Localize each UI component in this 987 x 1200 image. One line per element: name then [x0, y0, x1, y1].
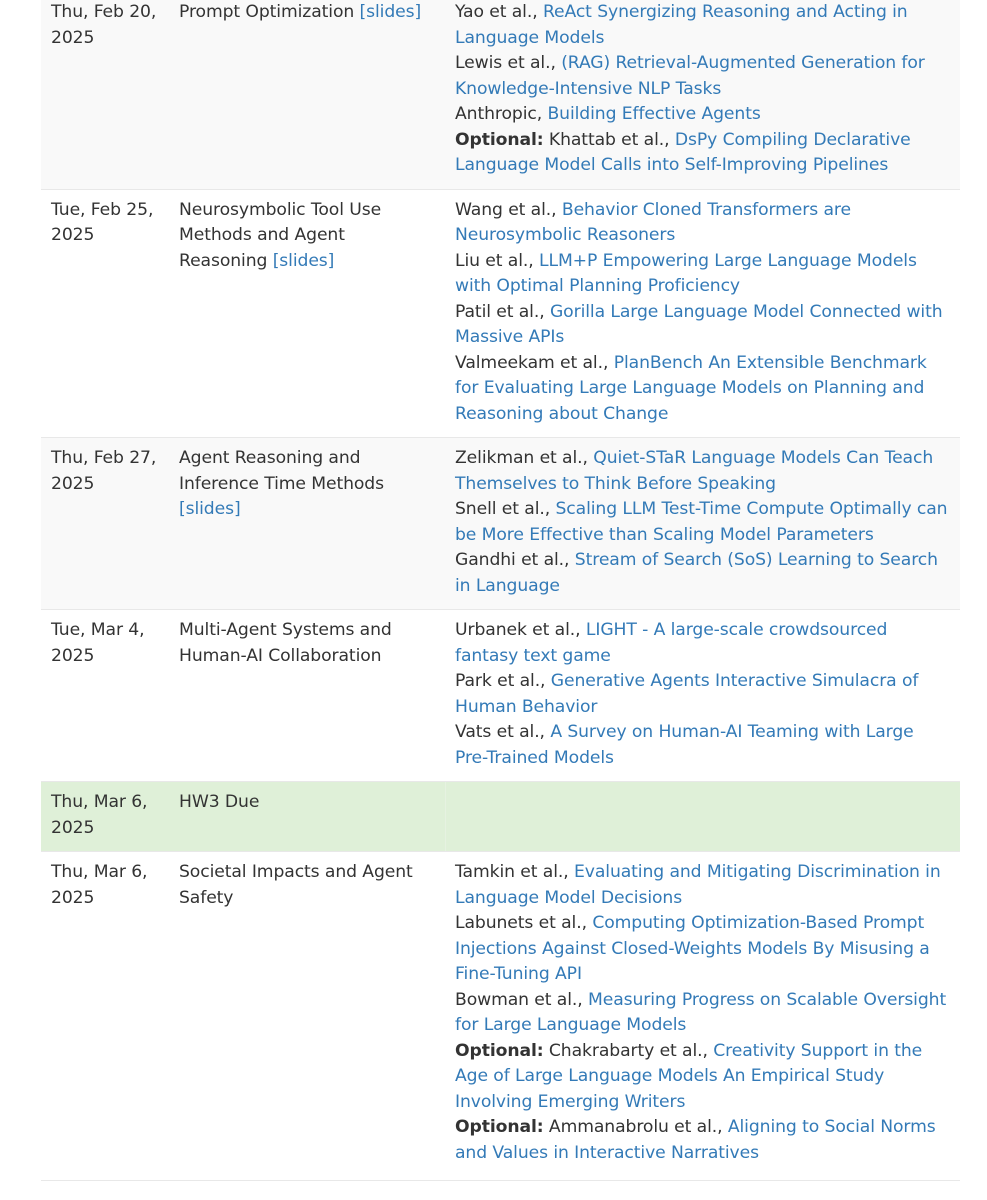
- reading-authors: Valmeekam et al.,: [455, 352, 609, 373]
- reading-link[interactable]: Generative Agents Interactive Simulacra of Human Behavior: [455, 671, 919, 717]
- date-cell: Tue, Mar 4, 2025: [41, 610, 169, 782]
- reading-item: [455, 128, 952, 179]
- schedule-row: [41, 610, 960, 782]
- reading-link[interactable]: Behavior Cloned Transformers are Neurosymbolic Reasoners: [455, 199, 851, 245]
- date-cell: Thu, Mar 6, 2025: [41, 782, 169, 852]
- reading-link[interactable]: Computing Optimization-Based Prompt Injections Against Closed-Weights Models By Misusing a Fine-Tuning API: [455, 913, 930, 984]
- optional-label: Optional:: [455, 1117, 544, 1137]
- topic-text: Neurosymbolic Tool Use Methods and Agent Reasoning: [179, 199, 382, 271]
- reading-item: [455, 0, 952, 51]
- reading-item: [455, 351, 952, 428]
- reading-authors: Lewis et al.,: [455, 53, 556, 73]
- reading-item: [455, 198, 952, 249]
- reading-link[interactable]: Gorilla Large Language Model Connected with Massive APIs: [455, 301, 943, 347]
- reading-authors: Urbanek et al.,: [455, 620, 581, 640]
- topic-cell: [169, 610, 445, 782]
- reading-link[interactable]: Building Effective Agents: [547, 104, 761, 124]
- date-cell: Thu, Mar 6, 2025: [41, 852, 169, 1181]
- reading-authors: Tamkin et al.,: [455, 862, 569, 882]
- readings-cell: [445, 189, 960, 438]
- topic-text: HW3 Due: [179, 792, 260, 812]
- readings-cell: [445, 852, 960, 1181]
- reading-authors: Chakrabarty et al.,: [548, 1040, 708, 1061]
- schedule-row: [41, 852, 960, 1181]
- reading-link[interactable]: Stream of Search (SoS) Learning to Search in Language: [455, 550, 938, 596]
- reading-item: [455, 300, 952, 351]
- reading-item: [455, 669, 952, 720]
- reading-authors: Yao et al.,: [455, 2, 538, 22]
- reading-link[interactable]: Measuring Progress on Scalable Oversight for Large Language Models: [455, 989, 947, 1035]
- topic-text: Agent Reasoning and Inference Time Methods: [179, 448, 384, 494]
- reading-item: [455, 249, 952, 300]
- schedule-row: [41, 438, 960, 610]
- reading-item: [455, 446, 952, 497]
- reading-link[interactable]: Aligning to Social Norms and Values in Interactive Narratives: [455, 1117, 936, 1163]
- topic-text: Multi-Agent Systems and Human-AI Collaboration: [179, 620, 392, 666]
- reading-link[interactable]: PlanBench An Extensible Benchmark for Evaluating Large Language Models on Planning and Reasoning about Change: [455, 352, 927, 424]
- readings-cell: [445, 782, 960, 852]
- reading-item: [455, 548, 952, 599]
- optional-label: Optional:: [455, 1040, 544, 1061]
- reading-authors: Ammanabrolu et al.,: [548, 1117, 723, 1137]
- reading-authors: Vats et al.,: [455, 722, 545, 742]
- reading-link[interactable]: DsPy Compiling Declarative Language Model Calls into Self-Improving Pipelines: [455, 129, 911, 175]
- reading-link[interactable]: LLM+P Empowering Large Language Models with Optimal Planning Proficiency: [455, 250, 917, 296]
- reading-authors: Labunets et al.,: [455, 913, 587, 933]
- schedule-row-due: [41, 782, 960, 852]
- slides-link[interactable]: [slides]: [359, 2, 422, 22]
- topic-text: Societal Impacts and Agent Safety: [179, 862, 413, 908]
- reading-item: [455, 988, 952, 1039]
- reading-item: [455, 51, 952, 102]
- date-cell: Thu, Feb 20, 2025: [41, 0, 169, 189]
- topic-cell: [169, 189, 445, 438]
- readings-cell: [445, 438, 960, 610]
- reading-authors: Anthropic,: [455, 104, 543, 124]
- readings-cell: [445, 0, 960, 189]
- reading-link[interactable]: A Survey on Human-AI Teaming with Large Pre-Trained Models: [455, 722, 914, 768]
- topic-cell: [169, 438, 445, 610]
- reading-link[interactable]: Evaluating and Mitigating Discrimination in Language Model Decisions: [455, 862, 941, 908]
- reading-item: [455, 860, 952, 911]
- slides-link[interactable]: [slides]: [272, 250, 335, 271]
- reading-authors: Patil et al.,: [455, 301, 545, 322]
- reading-item: [455, 1039, 952, 1116]
- reading-authors: Wang et al.,: [455, 199, 557, 220]
- reading-authors: Liu et al.,: [455, 250, 534, 271]
- reading-link[interactable]: Creativity Support in the Age of Large Language Models An Empirical Study Involving Emerging Writers: [455, 1040, 923, 1112]
- schedule-row: [41, 189, 960, 438]
- reading-authors: Park et al.,: [455, 671, 546, 691]
- reading-item: [455, 911, 952, 988]
- reading-link[interactable]: LIGHT - A large-scale crowdsourced fantasy text game: [455, 620, 888, 666]
- date-cell: Thu, Feb 27, 2025: [41, 438, 169, 610]
- topic-cell: [169, 852, 445, 1181]
- topic-cell: [169, 782, 445, 852]
- slides-link[interactable]: [slides]: [179, 499, 241, 519]
- date-cell: Tue, Feb 25, 2025: [41, 189, 169, 438]
- readings-cell: [445, 610, 960, 782]
- reading-link[interactable]: (RAG) Retrieval-Augmented Generation for Knowledge-Intensive NLP Tasks: [455, 53, 925, 99]
- reading-item: [455, 618, 952, 669]
- reading-authors: Zelikman et al.,: [455, 448, 588, 468]
- reading-authors: Bowman et al.,: [455, 989, 583, 1010]
- reading-link[interactable]: Quiet-STaR Language Models Can Teach Themselves to Think Before Speaking: [455, 448, 934, 494]
- optional-label: Optional:: [455, 129, 544, 150]
- reading-item: [455, 1115, 952, 1166]
- reading-authors: Khattab et al.,: [548, 129, 670, 150]
- reading-item: [455, 497, 952, 548]
- reading-link[interactable]: ReAct Synergizing Reasoning and Acting in Language Models: [455, 2, 908, 48]
- schedule-row: [41, 0, 960, 189]
- reading-item: [455, 102, 952, 128]
- reading-link[interactable]: Scaling LLM Test-Time Compute Optimally can be More Effective than Scaling Model Parameters: [455, 499, 948, 545]
- schedule-table: [41, 0, 960, 1181]
- reading-authors: Gandhi et al.,: [455, 550, 570, 570]
- reading-authors: Snell et al.,: [455, 499, 551, 519]
- reading-item: [455, 720, 952, 771]
- topic-cell: [169, 0, 445, 189]
- topic-text: Prompt Optimization: [179, 2, 355, 22]
